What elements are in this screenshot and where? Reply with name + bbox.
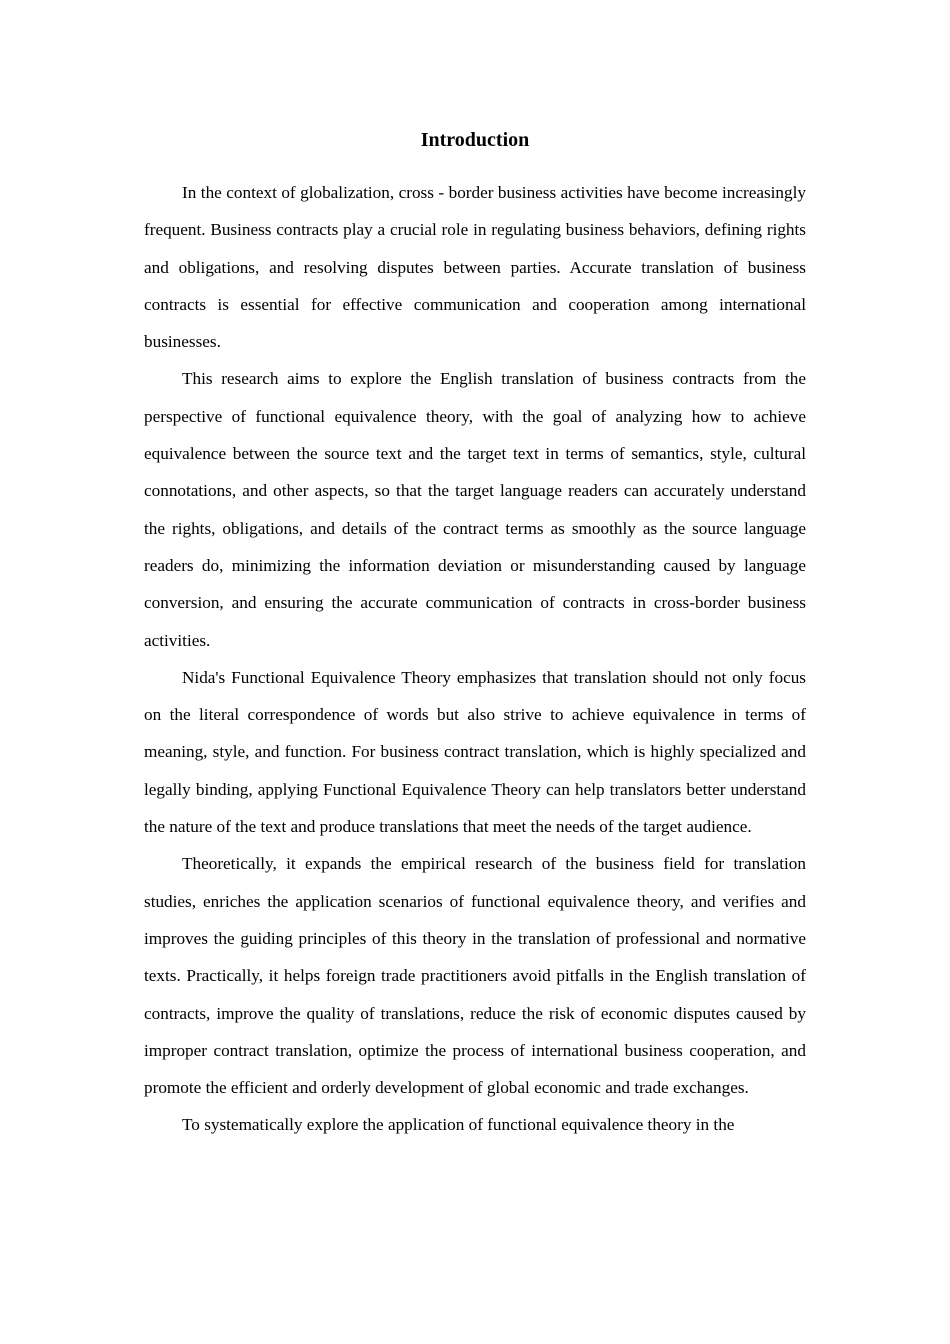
- paragraph-globalization: In the context of globalization, cross - border business activities have become increasingly frequent. Business contracts play a crucial role in regulating business behaviors, defining rights and obligations, and resolving disputes between parties. Accurate translation of business contracts is essential for effective communication and cooperation among international businesses.: [144, 183, 806, 352]
- paragraph-continuation: To systematically explore the application of functional equivalence theory in the: [182, 1115, 735, 1135]
- paragraph-research-aim: This research aims to explore the English translation of business contracts from the perspective of functional equivalence theory, with the goal of analyzing how to achieve equivalence between the source text and the target text in terms of semantics, style, cultural connotations, and other aspects, so that the target language readers can accurately understand the rights, obligations, and details of the contract terms as smoothly as the source language readers do, minimizing the information deviation or misunderstanding caused by language conversion, and ensuring the accurate communication of contracts in cross-border business activities.: [144, 369, 806, 650]
- document-body: [144, 124, 806, 1144]
- page-title: Introduction: [420, 129, 530, 151]
- paragraph-nida-theory: Nida's Functional Equivalence Theory emphasizes that translation should not only focus on the literal correspondence of words but also strive to achieve equivalence in terms of meaning, style, and function. For business contract translation, which is highly specialized and legally binding, applying Functional Equivalence Theory can help translators better understand the nature of the text and produce translations that meet the needs of the target audience.: [144, 667, 806, 837]
- paragraph-significance: Theoretically, it expands the empirical research of the business field for translation studies, enriches the application scenarios of functional equivalence theory, and verifies and improves the guiding principles of this theory in the translation of professional and normative texts. Practically, it helps foreign trade practitioners avoid pitfalls in the English translation of contracts, improve the quality of translations, reduce the risk of economic disputes caused by improper contract translation, optimize the process of international business cooperation, and promote the efficient and orderly development of global economic and trade exchanges.: [144, 854, 806, 1098]
